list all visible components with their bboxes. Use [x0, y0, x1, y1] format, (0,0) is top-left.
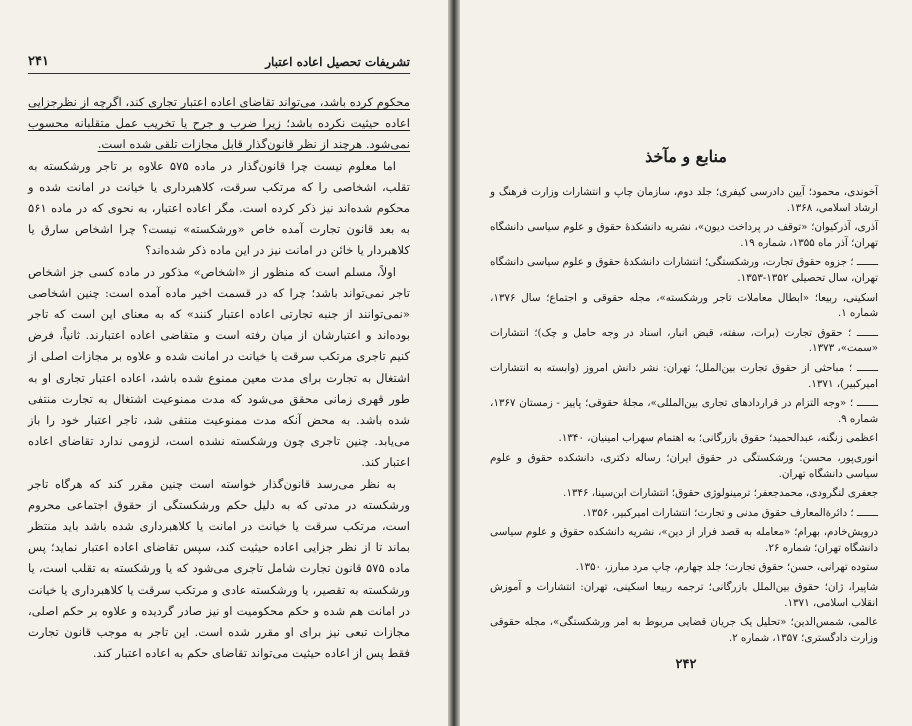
header-title: تشریفات تحصیل اعاده اعتبار — [265, 54, 410, 69]
reference-item: ـــــــ ؛ جزوه حقوق تجارت، ورشکستگی؛ انتشارات دانشکدهٔ حقوق و علوم سیاسی دانشگاه تهران، سال تحصیلی ۱۳۵۲-۱۳۵۳. — [490, 256, 878, 284]
reference-item: آخوندی، محمود؛ آیین دادرسی کیفری؛ جلد دوم، سازمان چاپ و انتشارات وزارت فرهنگ و ارشاد اسلامی، ۱۳۶۸. — [490, 186, 878, 214]
running-header — [28, 54, 410, 74]
references-list — [490, 185, 878, 650]
reference-item: شاپیرا، ژان؛ حقوق بین‌الملل بازرگانی؛ ترجمه ربیعا اسکینی، تهران: انتشارات و آموزش انقلاب اسلامی، ۱۳۷۱. — [490, 581, 878, 609]
paragraph: به نظر می‌رسد قانون‌گذار خواسته است چنین مقرر کند که هرگاه تاجر ورشکسته در مدتی که به دلیل حکم ورشکستگی از حقوق اجتماعی محروم است، مرتکب سرقت یا خیانت در امانت یا کلاهبرداری شده باشد باید منتظر بماند تا از نظر جزایی اعاده حیثیت کند، سپس تقاضای اعاده اعتبار نماید؛ پس ماده ۵۷۵ قانون تجارت شامل تاجری می‌شود که یا ورشکسته به تقلب است، یا ورشکسته به تقصیر، یا ورشکسته عادی و مرتکب سرقت یا کلاهبرداری یا خیانت در امانت هم شده و حکم محکومیت او نیز صادر گردیده و علاوه بر حکم اصلی، مجازات تبعی نیز برای او مقرر شده است. این تاجر به موجب قانون تجارت فقط پس از اعاده حیثیت می‌تواند تقاضای حکم به اعاده اعتبار کند. — [28, 476, 411, 661]
paragraph: اما معلوم نیست چرا قانون‌گذار در ماده ۵۷۵ علاوه بر تاجر ورشکسته به تقلب، اشخاصی را که مرتکب سرقت، کلاهبرداری یا خیانت در امانت شده و محکوم شده‌اند نیز ذکر کرده است. مگر اعاده اعتبار، به نحوی که در ماده ۵۶۱ به بعد قانون تجارت آمده خاص «ورشکسته» نیست؟ چرا اشخاص سارق یا کلاهبردار یا خائن در امانت نیز در این ماده ذکر شده‌اند؟ — [28, 158, 410, 258]
reference-item: اعظمی زنگنه، عبدالحمید؛ حقوق بازرگانی؛ به اهتمام سهراب امینیان، ۱۳۴۰. — [558, 432, 878, 445]
reference-item: آذری، آذرکیوان؛ «توقف در پرداخت دیون»، نشریه دانشکدهٔ حقوق و علوم سیاسی دانشگاه تهران؛ آذر ماه ۱۳۵۵، شماره ۱۹. — [490, 221, 878, 249]
reference-item: ـــــــ ؛ مباحثی از حقوق تجارت بین‌الملل؛ تهران: نشر دانش امروز (وابسته به انتشارات امیرکبیر)، ۱۳۷۱. — [490, 361, 878, 390]
reference-item: ـــــــ ؛ حقوق تجارت (برات، سفته، قبض انبار، اسناد در وجه حامل و چک)؛ انتشارات «سمت»، ۱۳۷۳. — [490, 326, 878, 355]
page-number-left: ۲۴۱ — [28, 54, 49, 69]
reference-item: ـــــــ ؛ دائرةالمعارف حقوق مدنی و تجارت؛ انتشارات امیرکبیر، ۱۳۵۶. — [582, 506, 878, 519]
page-number-right: ۲۴۲ — [675, 657, 697, 672]
reference-item: انوری‌پور، محسن؛ ورشکستگی در حقوق ایران؛ رساله دکتری، دانشکده حقوق و علوم سیاسی دانشگاه تهران. — [490, 451, 878, 480]
left-page — [0, 0, 448, 726]
right-page — [460, 0, 912, 726]
reference-item: اسکینی، ربیعا؛ «ابطال معاملات تاجر ورشکسته»، مجله حقوقی و اجتماع؛ سال ۱۳۷۶، شماره ۱. — [490, 291, 878, 320]
reference-item: ستوده تهرانی، حسن؛ حقوق تجارت؛ جلد چهارم، چاپ مرد مبارز، ۱۳۵۰. — [575, 561, 878, 574]
reference-item: ـــــــ ؛ «وجه التزام در قراردادهای تجاری بین‌المللی»، مجلهٔ حقوقی؛ پاییز - زمستان ۱۳۶۷، شماره ۹. — [490, 397, 878, 425]
book-spine — [448, 0, 460, 726]
reference-item: عالمی، شمس‌الدین؛ «تحلیل یک جریان قضایی مربوط به امر ورشکستگی»، مجله حقوقی وزارت دادگستری؛ ۱۳۵۷، شماره ۲. — [490, 616, 878, 644]
section-title: منابع و مآخذ — [645, 147, 727, 166]
paragraph: اولاً، مسلم است که منظور از «اشخاص» مذکور در ماده کسی جز اشخاص تاجر نمی‌تواند باشد؛ چرا که در قسمت اخیر ماده آمده است: چنین اشخاصی «نمی‌توانند از جنبه تجارتی اعاده اعتبار کنند» که به معنای این است که تاجر بوده‌اند و اعتبارشان از میان رفته است و متقاضی اعاده اعتبارند. ثانیاً، فرض کنیم تاجری مرتکب سرقت یا خیانت در امانت شده و علاوه بر مجازات اصلی از اشتغال به تجارت برای مدت معین ممنوع شده باشد، اعاده اعتبار تجاری او به طور قهری زمانی محقق می‌شود که مدت ممنوعیت اشتغال به تجارت منتفی شده باشد. به محض آنکه مدت ممنوعیت منتفی شد، تاجر اعتبار خود را باز می‌یابد. چنین تاجری چون ورشکسته نشده است، لزومی ندارد تقاضای اعاده اعتبار کند. — [28, 264, 410, 470]
reference-item: جعفری لنگرودی، محمدجعفر؛ ترمینولوژی حقوق؛ انتشارات ابن‌سینا، ۱۳۴۶. — [563, 487, 878, 500]
paragraph: محکوم کرده باشد، می‌تواند تقاضای اعاده اعتبار تجاری کند، اگرچه از نظرجزایی اعاده حیثیت نکرده باشد؛ زیرا ضرب و جرح یا تخریب عمل متقلبانه محسوب نمی‌شود. هرچند از نظر قانون‌گذار قابل مجازات تلقی شده است. — [28, 95, 410, 152]
body-text — [28, 92, 410, 664]
reference-item: درویش‌خادم، بهرام؛ «معامله به قصد فرار از دین»، نشریه دانشکده حقوق و علوم سیاسی دانشگاه تهران؛ شماره ۲۶. — [490, 526, 878, 554]
